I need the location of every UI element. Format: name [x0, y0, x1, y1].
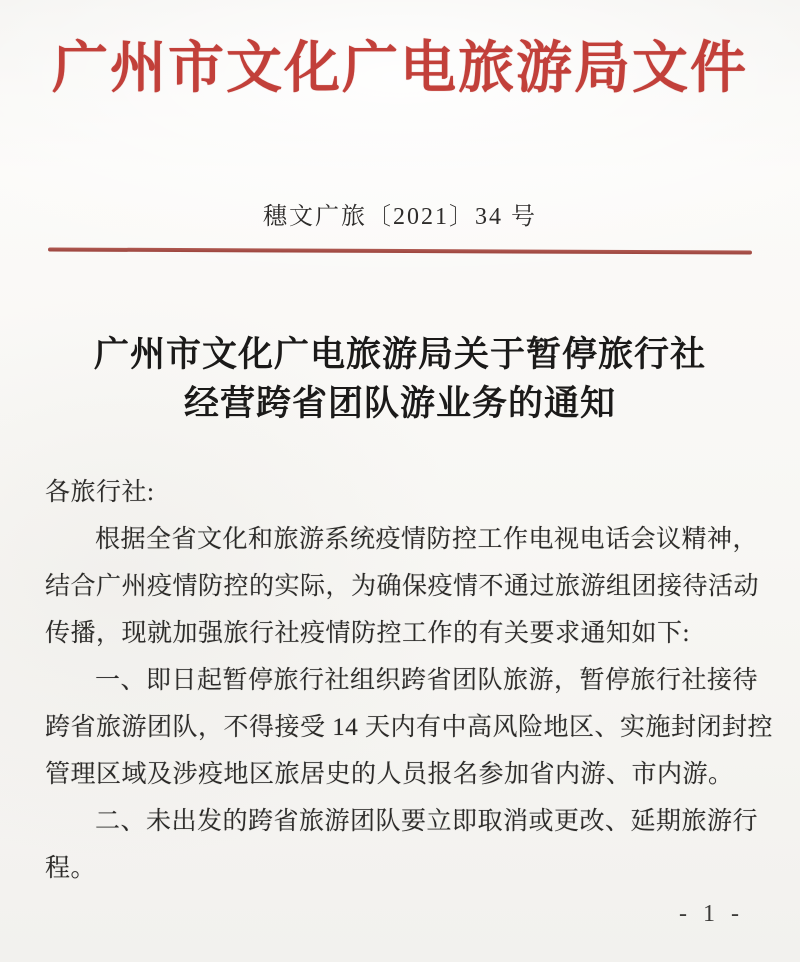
body-line-3: 传播，现就加强旅行社疫情防控工作的有关要求通知如下:	[45, 620, 690, 647]
body-line-5: 跨省旅游团队，不得接受 14 天内有中高风险地区、实施封闭封控	[45, 714, 774, 741]
document-number: 穗文广旅〔2021〕34 号	[263, 204, 537, 230]
notice-body	[45, 469, 774, 892]
body-line-7: 二、未出发的跨省旅游团队要立即取消或更改、延期旅游行	[95, 808, 759, 835]
body-line-2: 结合广州疫情防控的实际，为确保疫情不通过旅游组团接待活动	[45, 573, 760, 600]
red-divider-rule	[48, 247, 752, 254]
body-line-4: 一、即日起暂停旅行社组织跨省团队旅游，暂停旅行社接待	[95, 667, 759, 694]
body-line-6: 管理区域及涉疫地区旅居史的人员报名参加省内游、市内游。	[45, 761, 734, 788]
notice-title-line-2: 经营跨省团队游业务的通知	[183, 384, 616, 423]
notice-title	[0, 330, 800, 428]
salutation: 各旅行社:	[45, 479, 155, 506]
notice-title-line-1: 广州市文化广电旅游局关于暂停旅行社	[93, 335, 706, 374]
letterhead-title: 广州市文化广电旅游局文件	[52, 38, 748, 100]
body-line-8: 程。	[45, 855, 97, 882]
body-line-1: 根据全省文化和旅游系统疫情防控工作电视电话会议精神，	[95, 526, 759, 553]
page-number: - 1 -	[679, 901, 744, 927]
